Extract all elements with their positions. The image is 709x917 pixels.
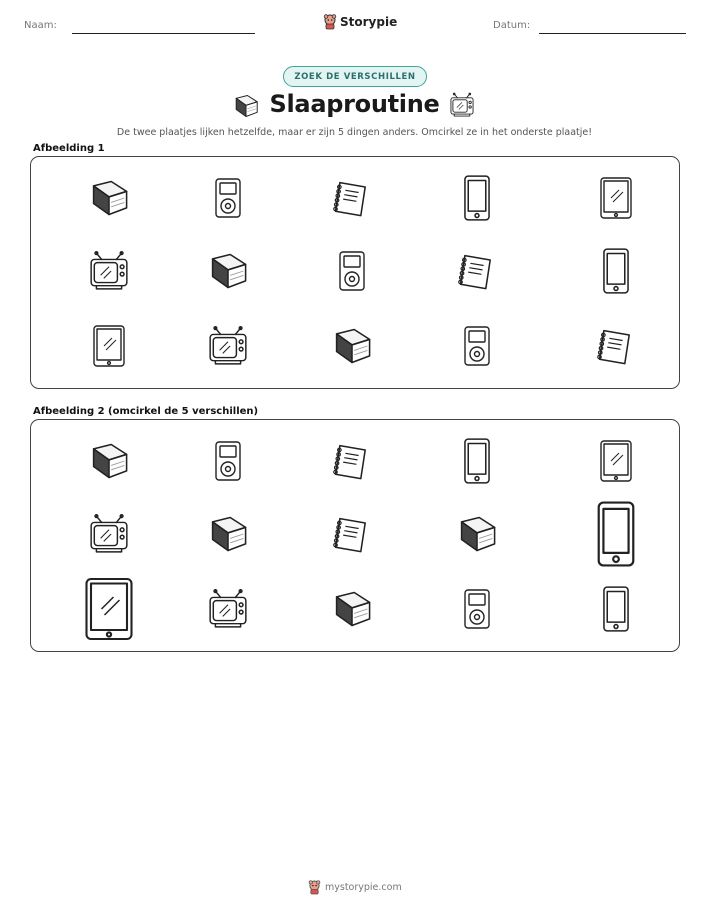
storypie-mascot-icon: [323, 14, 337, 30]
picture-2-panel[interactable]: [30, 419, 680, 652]
instructions: De twee plaatjes lijken hetzelfde, maar er zijn 5 dingen anders. Omcirkel ze in het onderste plaatje!: [116, 127, 593, 138]
notebook-icon[interactable]: [330, 512, 374, 556]
date-line[interactable]: [539, 33, 686, 34]
tv-icon[interactable]: [88, 512, 130, 556]
book-icon[interactable]: [329, 587, 375, 631]
page-title: Slaaproutine: [269, 90, 440, 118]
notebook-icon: [330, 176, 374, 220]
notebook-icon[interactable]: [330, 439, 374, 483]
date-label: Datum:: [493, 20, 531, 31]
book-icon: [329, 324, 375, 368]
book-icon: [86, 176, 132, 220]
phone-icon: [601, 248, 631, 294]
ipod-icon: [213, 177, 243, 219]
tv-icon[interactable]: [207, 587, 249, 631]
ipod-icon[interactable]: [462, 588, 492, 630]
tablet-icon[interactable]: [83, 576, 135, 642]
picture-1-label: Afbeelding 1: [33, 143, 105, 154]
notebook-icon: [455, 249, 499, 293]
picture-2-label: Afbeelding 2 (omcirkel de 5 verschillen): [33, 406, 259, 417]
brand-name: Storypie: [340, 15, 398, 29]
name-line[interactable]: [72, 33, 255, 34]
storypie-mascot-icon: [308, 880, 321, 895]
book-icon[interactable]: [205, 512, 251, 556]
tablet-icon: [599, 175, 633, 221]
tv-icon: [449, 92, 475, 120]
book-icon[interactable]: [454, 512, 500, 556]
phone-icon: [462, 175, 492, 221]
picture-1-panel: [30, 156, 680, 389]
ipod-icon: [337, 250, 367, 292]
name-label: Naam:: [24, 20, 57, 31]
footer-url[interactable]: mystorypie.com: [325, 882, 402, 893]
tv-icon: [88, 249, 130, 293]
notebook-icon: [594, 324, 638, 368]
ipod-icon[interactable]: [213, 440, 243, 482]
tv-icon: [207, 324, 249, 368]
phone-icon[interactable]: [595, 501, 637, 567]
storypie-logo: [323, 14, 397, 30]
ipod-icon: [462, 325, 492, 367]
book-icon: [205, 249, 251, 293]
phone-icon[interactable]: [601, 586, 631, 632]
footer: [308, 880, 402, 895]
book-icon[interactable]: [86, 439, 132, 483]
tablet-icon[interactable]: [599, 438, 633, 484]
tablet-icon: [92, 323, 126, 369]
phone-icon[interactable]: [462, 438, 492, 484]
spot-the-difference-badge: ZOEK DE VERSCHILLEN: [283, 66, 427, 87]
